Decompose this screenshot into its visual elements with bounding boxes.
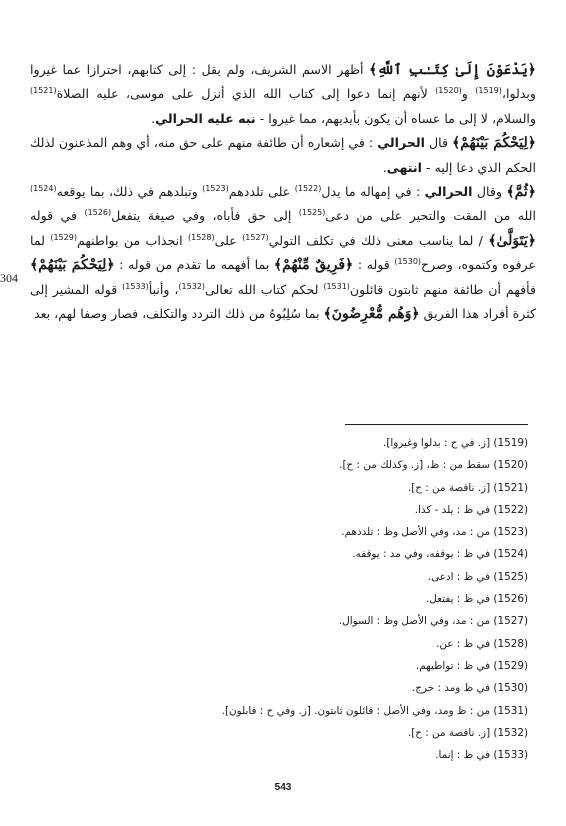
text-run: . [382, 159, 387, 175]
text-run: لحكم كتاب الله تعالى [205, 281, 324, 297]
footnote-ref: (1524) [30, 183, 57, 193]
footnote-ref: (1530) [394, 257, 422, 267]
footnote-ref: (1520) [435, 86, 462, 96]
footnote-ref: (1525) [298, 208, 326, 218]
paragraph [30, 58, 536, 131]
main-text [30, 58, 536, 326]
text-run: الله من المقت والتحير على من دعى [325, 208, 537, 224]
footnote-ref: (1532) [178, 281, 206, 291]
text-run: والسلام، لا إلى ما عساه أن يكون بأيديهم، مما غيروا - [255, 110, 536, 126]
footnote-ref: (1531) [323, 281, 350, 291]
bold-text: انتهى [386, 159, 422, 175]
text-run: . [151, 110, 156, 126]
footnote-ref: (1528) [188, 232, 215, 242]
text-run: قوله المشير إلى كثرة أفراد هذا الفريق [30, 281, 536, 322]
text-run: لأنهم إنما دعوا إلى كتاب الله الذي أنزل على موسى، عليه الصلاة [56, 86, 436, 102]
quran-quote: ﴿يَتَوَلَّىٰ﴾ [488, 232, 536, 249]
text-run: ، وأنبأ [148, 281, 179, 297]
text-run: إلى حق فأباه، وفي صيغة يتفعل [111, 208, 299, 224]
text-run: قوله : [353, 257, 395, 273]
footnote: (1523) من : مد، وفي الأصل وظ : تلدذهم. [341, 526, 528, 539]
footnote: (1527) من : مد، وفي الأصل وظ : السوال. [338, 615, 528, 628]
footnote-ref: (1523) [202, 183, 229, 193]
text-run: بما أفهمه ما تقدم من قوله : [114, 257, 274, 273]
text-run: على تلددهم [228, 184, 295, 200]
bold-text: نبه عليه الحرالي [155, 110, 256, 126]
footnote: (1529) في ظ : تواطيهم. [415, 659, 528, 672]
text-run: و [461, 86, 476, 102]
footnote: (1533) في ظ : إنما. [435, 749, 528, 762]
quran-quote: ﴿فَرِيقٌ مِّنْهُمْ﴾ [273, 257, 354, 274]
quran-quote: ﴿يَدْعَوْنَ إِلَىٰ كِتَـٰبِ ٱللَّهِ﴾ [369, 62, 536, 78]
text-run: على [214, 232, 243, 248]
footnote-ref: (1526) [84, 208, 112, 218]
footnote: (1531) من : ظ ومد، وفي الأصل : قائلون ثابتون. [ز. وفي ح : قابلون]. [221, 704, 528, 717]
text-run: فأفهم أن طائفة منهم ثابتون قائلون [349, 281, 536, 297]
bold-text: الحرالي [377, 135, 425, 151]
text-run: بما سُلِبُوهُ من ذلك التردد والتكلف، فصار وصفا لهم، بعد [33, 306, 324, 322]
text-run: لما عرفوه وكتموه، وصرح [30, 232, 536, 273]
quran-quote: ﴿ثُمَّ﴾ [506, 184, 536, 201]
footnote-ref: (1522) [294, 183, 322, 193]
text-run: قال [424, 135, 452, 151]
text-run: في قوله [30, 208, 85, 224]
footnotes-list [30, 432, 528, 766]
footnote-ref: (1527) [242, 232, 269, 242]
footnote: (1524) في ظ : يوقفه، وفي مد : يوقفه. [352, 548, 528, 561]
text-run: انجذاب من بواطنهم [76, 232, 188, 248]
footnote: (1522) في ظ : يلد - كذا. [414, 503, 528, 516]
footnote: (1521) [ز. ناقصة من : ح]. [407, 481, 528, 494]
footnote-ref: (1533) [122, 281, 149, 291]
paragraph [30, 131, 536, 180]
paragraph [30, 180, 536, 326]
margin-page-reference: 304 [0, 271, 18, 285]
bold-text: الحرالي [424, 184, 473, 200]
footnote-ref: (1519) [475, 86, 502, 96]
footnote: (1525) في ظ : ادعى. [427, 570, 528, 583]
text-run: / لما يناسب معنى ذلك في تكلف التولي [268, 232, 489, 248]
footnote: (1532) [ز. ناقصة من : ح]. [407, 726, 528, 739]
footnote-separator [345, 424, 528, 425]
footnote: (1520) سقط من : ظ، [ز. وكذلك من : ح]. [339, 459, 528, 472]
footnote: (1519) [ز. في ح : بدلوا وغيروا]. [383, 437, 528, 449]
text-run: وقال [472, 184, 507, 200]
quran-quote: ﴿لِيَحْكُمَ بَيْنَهُمْ﴾ [30, 257, 115, 274]
quran-quote: ﴿لِيَحْكُمَ بَيْنَهُمْ﴾ [452, 135, 536, 152]
footnote: (1530) في ظ ومد : خرج. [411, 682, 528, 695]
quran-quote: ﴿وَهُم مُّعْرِضُونَ﴾ [323, 306, 420, 323]
text-run: أظهر الاسم الشريف، ولم يقل : إلى كتابهم، احترازا عما غيروا وبدلوا، [30, 62, 536, 102]
text-run: : في إمهاله ما يدل [321, 184, 425, 200]
footnote-ref: (1521) [30, 86, 57, 96]
footnote: (1528) في ظ : عن. [436, 637, 528, 650]
footnote: (1526) في ظ : يفتعل. [426, 593, 528, 606]
text-run: وتبلدهم في ذلك، بما يوقعه [56, 184, 203, 200]
footnote-ref: (1529) [50, 232, 77, 242]
text-run: : في إشعاره أن طائفة منهم على حق منه، أي وهم المذعنون لذلك الحكم الذي دعا إليه - [30, 135, 536, 175]
page-number: 543 [274, 782, 292, 793]
